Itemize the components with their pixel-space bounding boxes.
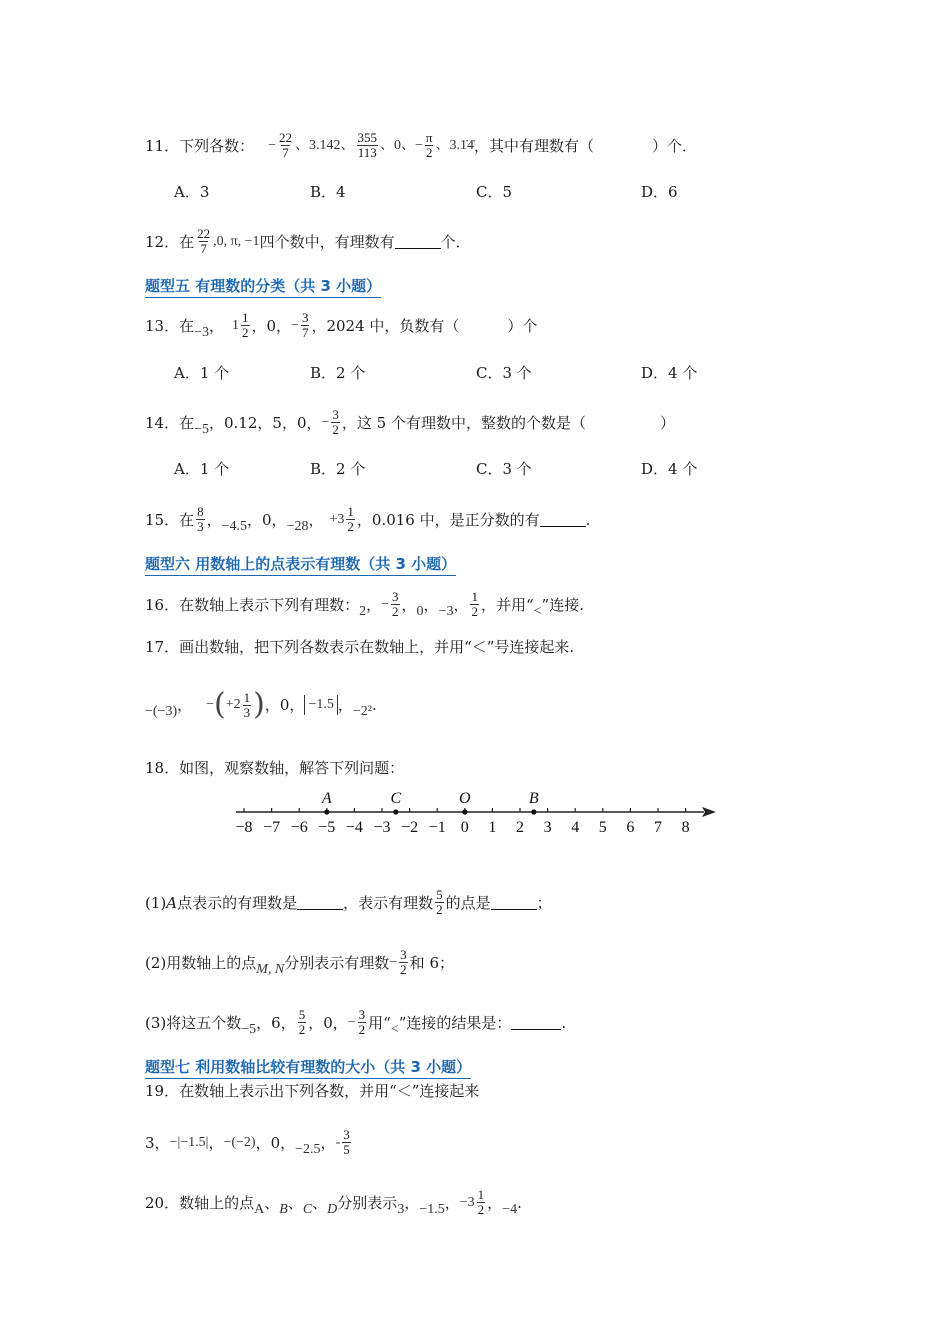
q17-line-1: 17．画出数轴，把下列各数表示在数轴上，并用“＜”号连接起来.	[145, 638, 575, 656]
q20-mid: 分别表示	[337, 1193, 398, 1212]
number-line-tick-label: 5	[598, 819, 607, 836]
q20-point-d: D	[327, 1201, 338, 1217]
number-line-arrow-icon	[702, 807, 716, 817]
q18-part-2-fraction: $\frac{3}{2}$	[400, 947, 407, 977]
q18-part-1-text-3: 的点是	[445, 893, 491, 912]
q14-mid: ，0.12，5，0，	[209, 413, 322, 432]
q11-suffix: ，其中有理数有（	[473, 136, 594, 155]
q14-suffix: ，这 5 个有理数中，整数的个数是（	[341, 413, 586, 432]
q18-part-1-blank-2[interactable]	[491, 895, 537, 910]
number-line-tick-label: 1	[488, 819, 497, 836]
q12-prefix: 12．在	[145, 232, 195, 251]
number-line-tick-label: −7	[263, 819, 281, 836]
number-line-tick-label: 3	[543, 819, 552, 836]
q18-part-3-text-5: ”连接的结果是：	[398, 1013, 512, 1032]
q12-end: 个．	[440, 232, 471, 251]
q11-prefix: 11．下列各数：	[145, 136, 255, 155]
number-line-point-a	[324, 809, 329, 814]
q17-right-paren-icon: )	[253, 687, 265, 722]
q18-part-3-blank[interactable]	[511, 1015, 561, 1030]
q14-close: ）	[660, 413, 676, 432]
q11-text-1: 、3.142、	[295, 137, 355, 153]
q17-end: .	[371, 696, 377, 714]
q16-prefix: 16．在数轴上表示下列有理数：	[145, 595, 360, 614]
q16-line	[145, 590, 584, 619]
q20-math-1: 3	[397, 1201, 405, 1217]
q18-part-3-less-than: <	[390, 1021, 399, 1037]
number-line-figure	[230, 785, 730, 841]
q13-prefix: 13．在	[145, 316, 195, 335]
q15-sep-1: ，	[206, 510, 222, 529]
q19-mid: ，0，	[255, 1133, 296, 1152]
q16-math-2: 0	[416, 603, 424, 619]
section-6-heading: 题型六 用数轴上的点表示有理数（共 3 小题）	[145, 553, 456, 576]
q11-text-2: 、0、−	[380, 137, 423, 153]
q19-line-2	[145, 1128, 353, 1157]
q16-less-than: <	[533, 603, 542, 619]
q17-neg: −	[206, 697, 215, 712]
q14-prefix: 14．在	[145, 413, 195, 432]
q15-fraction: $\frac{8}{3}$	[197, 504, 204, 534]
q13-sep-1: ，	[209, 316, 225, 335]
q12-suffix: 四个数中，有理数有	[259, 232, 395, 251]
q13-option-c[interactable]: C．3 个	[476, 364, 532, 382]
q19-math-2: −(−2)	[223, 1134, 256, 1150]
q11-fraction-1: $\frac{22}{7}$	[279, 130, 292, 160]
q18-text: 18．如图，观察数轴，解答下列问题：	[145, 759, 405, 777]
q11-close: ）个．	[652, 136, 698, 155]
number-line-tick-label: −2	[401, 819, 419, 836]
q11-line	[145, 131, 697, 160]
number-line-tick-label: −6	[290, 819, 308, 836]
q16-text-1: ，并用“	[480, 595, 534, 614]
q18-part-2-math: M, N	[256, 961, 285, 977]
number-line-point-b	[531, 809, 536, 814]
q18-part-2-text-3: 和 6；	[409, 953, 454, 972]
q18-part-1-end: ；	[536, 893, 552, 912]
q20-sep-5: ，	[444, 1193, 460, 1212]
q18-part-1-text-2: ，表示有理数	[343, 893, 434, 912]
q13-option-d[interactable]: D．4 个	[641, 364, 698, 382]
number-line-point-label-o: O	[459, 790, 471, 807]
q18-part-3	[145, 1008, 566, 1037]
number-line-tick-label: 2	[516, 819, 524, 836]
q20-point-c: C	[302, 1201, 313, 1217]
q18-part-1-blank-1[interactable]	[297, 895, 343, 910]
q18-part-3-text-3: ，0，	[308, 1013, 348, 1032]
number-line-tick-label: 7	[654, 819, 662, 836]
q20-mixed-sign: −3	[459, 1194, 475, 1210]
q13-fraction-2: $\frac{3}{7}$	[301, 310, 309, 340]
q17-mid: ，0，	[264, 696, 305, 714]
q14-fraction: $\frac{3}{2}$	[332, 407, 339, 437]
q17-inner: +2	[225, 697, 241, 712]
q20-sep-6: ，	[487, 1193, 503, 1212]
q16-math-1: 2	[359, 603, 367, 619]
q11-option-b[interactable]: B．4	[310, 183, 346, 201]
q17-math-1: −(−3)	[145, 704, 178, 719]
number-line-point-c	[393, 809, 398, 814]
q13-frac2-sign: −	[291, 317, 299, 333]
q18-part-3-text-2: ，6，	[256, 1013, 296, 1032]
q16-frac1-sign: −	[381, 596, 390, 612]
q15-mixed-sign: +3	[329, 511, 345, 527]
q18-part-3-frac2-sign: −	[347, 1014, 356, 1030]
q15-end: .	[585, 510, 591, 529]
number-line-tick-label: 6	[626, 819, 635, 836]
q14-option-d[interactable]: D．4 个	[641, 460, 698, 478]
q17-left-paren-icon: (	[214, 687, 226, 722]
q11-fraction-2: $\frac{355}{113}$	[357, 130, 377, 160]
q18-part-2-text-1: (2)用数轴上的点	[145, 953, 257, 972]
q20-math-2: −1.5	[419, 1201, 445, 1217]
q16-sep-3: ，	[423, 595, 439, 614]
q14-option-c[interactable]: C．3 个	[476, 460, 532, 478]
q15-line	[145, 505, 590, 534]
q13-line	[145, 311, 537, 340]
number-line-tick-label: 4	[571, 819, 580, 836]
q19-frac-sign: -	[335, 1134, 341, 1150]
q20-end: .	[517, 1193, 522, 1212]
q14-frac-sign: −	[321, 414, 330, 430]
q17-math-2: −2²	[352, 704, 372, 719]
number-line-tick-label: −5	[318, 819, 336, 836]
q14-math-1: −5	[194, 421, 209, 437]
q13-mixed-whole: 1	[232, 317, 240, 333]
q16-sep-2: ，	[401, 595, 417, 614]
number-line-tick-label: −1	[428, 819, 446, 836]
q12-answer-blank[interactable]	[395, 234, 441, 249]
q11-option-d[interactable]: D．6	[641, 183, 678, 201]
q17-mixed-fraction: $\frac{1}{3}$	[243, 689, 251, 720]
q19-sep-1: ，	[208, 1133, 224, 1152]
q15-prefix: 15．在	[145, 510, 195, 529]
q17-absolute-value: −1.5	[304, 695, 337, 715]
q18-part-2-text-2: 分别表示有理数	[284, 953, 390, 972]
q11-frac1-sign: −	[268, 137, 276, 153]
q13-option-a[interactable]: A．1 个	[174, 364, 230, 382]
q15-answer-blank[interactable]	[540, 512, 586, 527]
q18-part-1-label: (1)	[145, 893, 167, 912]
q19-sep-2: ，	[320, 1133, 336, 1152]
q11-option-a[interactable]: A．3	[174, 183, 210, 201]
q13-math-1: −3	[194, 324, 209, 340]
q12-line	[145, 227, 471, 256]
q18-part-3-fraction-2: $\frac{3}{2}$	[358, 1007, 366, 1037]
q18-part-1-text-1: 点表示的有理数是	[177, 893, 298, 912]
q16-sep-1: ，	[366, 595, 382, 614]
number-line-tick-label: −8	[235, 819, 253, 836]
q19-math-1: −|−1.5|	[169, 1134, 209, 1150]
q11-fraction-3: $\frac{\pi}{2}$	[425, 130, 433, 160]
q14-line	[145, 408, 675, 437]
q18-part-2-frac-sign: −	[389, 954, 398, 970]
section-7-heading: 题型七 利用数轴比较有理数的大小（共 3 小题）	[145, 1056, 471, 1079]
q17-sep-2: ，	[337, 696, 353, 714]
q18-part-3-end: .	[561, 1013, 567, 1032]
number-line-point-label-c: C	[390, 790, 402, 807]
q12-math: ,0, π, −1	[213, 233, 260, 249]
q15-mixed-fraction: $\frac{1}{2}$	[347, 504, 354, 534]
q20-sep-2: 、	[287, 1193, 303, 1212]
number-line-tick-label: −3	[373, 819, 391, 836]
q15-math-1: −4.5	[221, 518, 248, 534]
q16-fraction-2: $\frac{1}{2}$	[471, 589, 478, 619]
number-line-point-label-a: A	[321, 790, 332, 807]
q20-point-b: B	[279, 1201, 288, 1217]
q18-part-3-math-1: −5	[241, 1021, 257, 1037]
q13-option-b[interactable]: B．2 个	[310, 364, 366, 382]
number-line-tick-label: −4	[345, 819, 363, 836]
q17-sep-1: ，	[177, 696, 193, 714]
q18-part-3-text-1: (3)将这五个数	[145, 1013, 242, 1032]
q20-prefix: 20．数轴上的点	[145, 1193, 255, 1212]
q11-option-c[interactable]: C．5	[476, 183, 513, 201]
q15-math-2: −28	[286, 518, 309, 534]
q14-option-b[interactable]: B．2 个	[310, 460, 366, 478]
q19-math-3: −2.5	[295, 1141, 321, 1157]
q17-line-2	[145, 687, 377, 722]
q13-mid: ，0，	[251, 316, 292, 335]
number-line-tick-label: 0	[460, 819, 469, 836]
q16-math-3: −3	[438, 603, 454, 619]
q16-fraction-1: $\frac{3}{2}$	[392, 589, 399, 619]
q13-close: ）个	[507, 316, 538, 335]
q14-option-a[interactable]: A．1 个	[174, 460, 230, 478]
q12-fraction: $\frac{22}{7}$	[197, 226, 211, 256]
q18-part-3-fraction-1: $\frac{5}{2}$	[298, 1007, 306, 1037]
q20-point-a: A	[254, 1201, 265, 1217]
q18-part-1-fraction: $\frac{5}{2}$	[436, 887, 443, 917]
q18-part-3-text-4: 用“	[368, 1013, 391, 1032]
q19-line-1: 19．在数轴上表示出下列各数，并用“＜”连接起来	[145, 1082, 480, 1100]
q16-sep-4: ，	[453, 595, 469, 614]
q15-sep-2: ，	[308, 510, 324, 529]
q20-math-3: −4	[502, 1201, 518, 1217]
number-line-point-label-b: B	[528, 790, 539, 807]
number-line-tick-label: 8	[681, 819, 690, 836]
q13-mixed-fraction: $\frac{1}{2}$	[242, 310, 249, 340]
q16-end: ”连接.	[541, 595, 584, 614]
q15-suffix: ，0.016 中，是正分数的有	[356, 510, 540, 529]
q13-suffix: ，2024 中，负数有（	[311, 316, 460, 335]
q20-line	[145, 1188, 522, 1217]
number-line-point-o	[462, 809, 467, 814]
q20-sep-1: 、	[264, 1193, 280, 1212]
q19-fraction: $\frac{3}{5}$	[343, 1127, 350, 1157]
q18-part-2	[145, 948, 454, 977]
q20-mixed-fraction: $\frac{1}{2}$	[477, 1187, 485, 1217]
q18-part-1	[145, 888, 552, 917]
section-5-heading: 题型五 有理数的分类（共 3 小题）	[145, 275, 381, 298]
q20-sep-3: 、	[312, 1193, 328, 1212]
q18-part-1-var: A	[166, 893, 178, 912]
q11-text-3: 、3.1̇4̇	[435, 137, 474, 153]
q15-mid: ，0，	[247, 510, 287, 529]
q19-text-1: 3，	[145, 1133, 170, 1152]
q20-sep-4: ，	[404, 1193, 420, 1212]
